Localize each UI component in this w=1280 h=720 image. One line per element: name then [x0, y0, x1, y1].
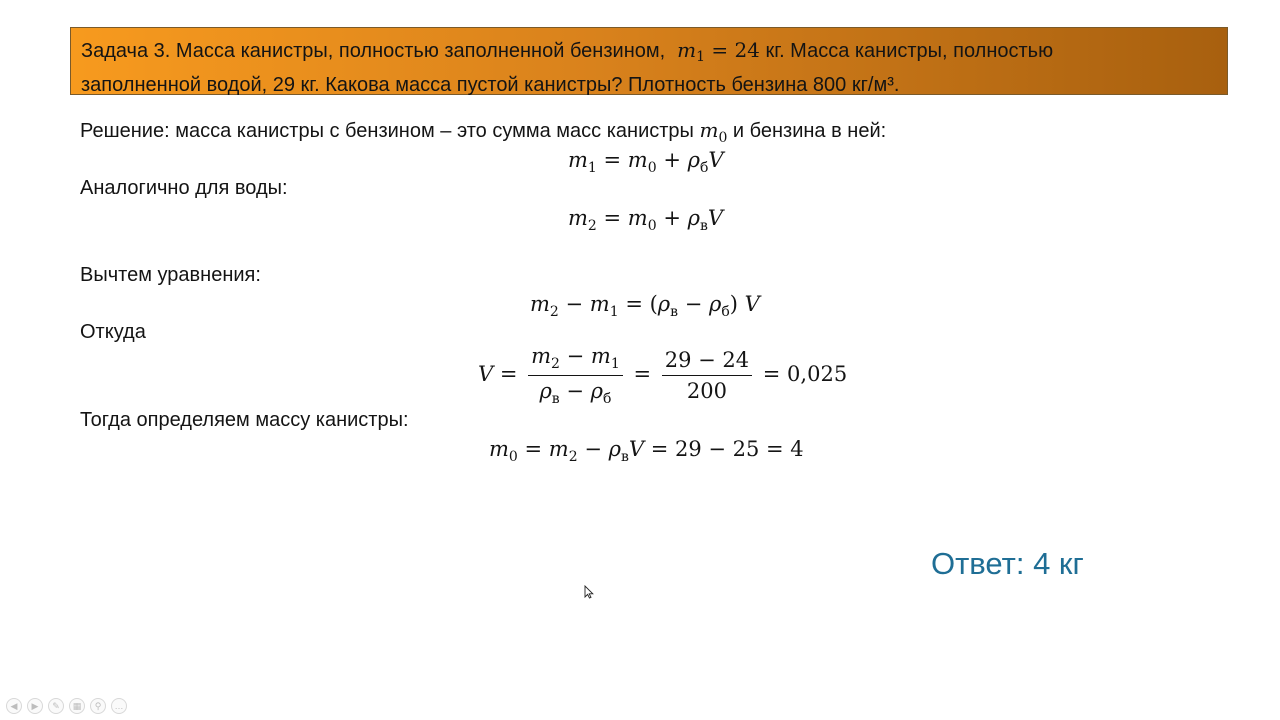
- subtract-text: Вычтем уравнения:: [80, 264, 261, 286]
- task-line1-rest: кг. Масса канистры, полностью: [759, 40, 1054, 62]
- formula-gasoline-mass: $m_1 = m_0 + \rho_бV$: [568, 148, 724, 176]
- formula-volume: V = $\frac{m_2 - m_1}{\rho_в - \rho_б}$ = $\frac{29 - 24}{200}$ = 0,025: [478, 344, 848, 407]
- task-line-2: заполненной водой, 29 кг. Какова масса пустой канистры? Плотность бензина 800 кг/м³.: [81, 74, 900, 96]
- formula-water-mass: $m_2 = m_0 + \rho_вV$: [568, 206, 724, 234]
- task-statement-box: [70, 27, 1228, 95]
- zoom-icon[interactable]: ⚲: [90, 698, 106, 714]
- slides-icon[interactable]: ▦: [69, 698, 85, 714]
- task-m1-formula: $m_1 = 24$: [677, 38, 760, 65]
- mouse-cursor-icon: [584, 585, 594, 599]
- pen-icon[interactable]: ✎: [48, 698, 64, 714]
- whence-text: Откуда: [80, 321, 146, 343]
- fraction-numeric: $\frac{29 - 24}{200}$: [662, 348, 752, 403]
- fraction-symbolic: $\frac{m_2 - m_1}{\rho_в - \rho_б}$: [528, 344, 623, 407]
- solution-intro: Решение: масса канистры с бензином – это сумма масс канистры $m_0$ и бензина в ней:: [80, 118, 887, 146]
- more-icon[interactable]: …: [111, 698, 127, 714]
- formula-difference: $m_2 - m_1 = (\rho_в - \rho_б)$ V: [530, 292, 760, 320]
- task-line1-text: Задача 3. Масса канистры, полностью заполненной бензином,: [81, 40, 666, 62]
- formula-empty-mass: $m_0 = m_2 - \rho_вV = 29 - 25 = 4$: [489, 437, 804, 465]
- water-text: Аналогично для воды:: [80, 177, 288, 199]
- slideshow-toolbar: [6, 698, 127, 714]
- prev-icon[interactable]: ◀: [6, 698, 22, 714]
- task-line-1: [81, 36, 1217, 71]
- answer-text: Ответ: 4 кг: [931, 546, 1084, 581]
- next-icon[interactable]: ▶: [27, 698, 43, 714]
- then-text: Тогда определяем массу канистры:: [80, 409, 409, 431]
